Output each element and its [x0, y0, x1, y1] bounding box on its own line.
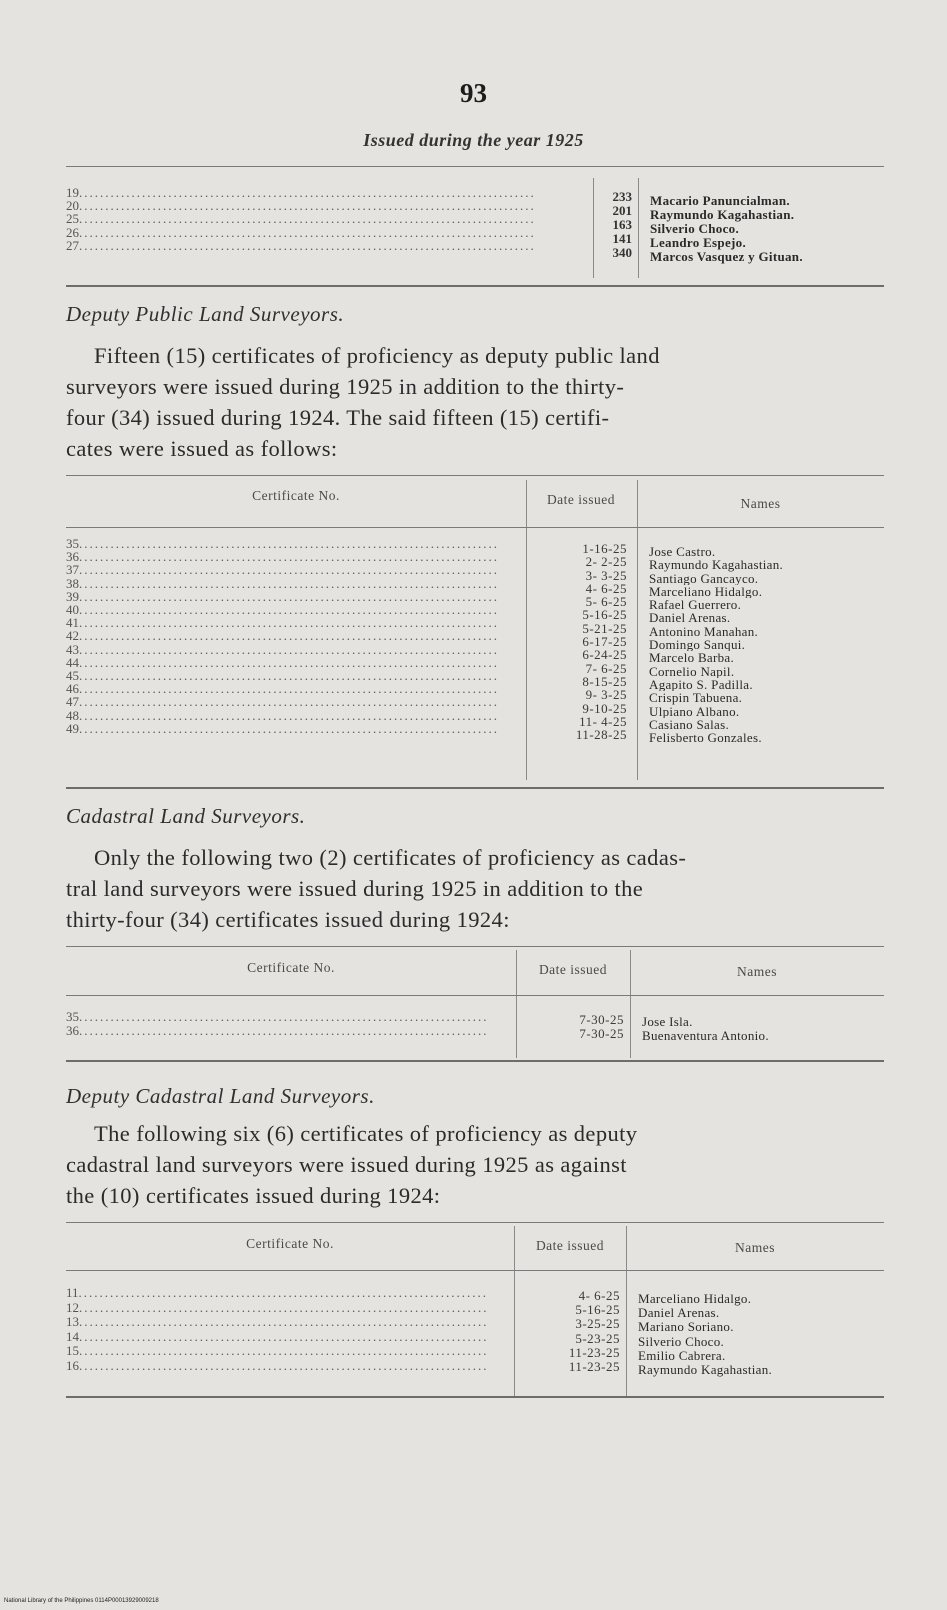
table1-divider-2 [638, 178, 639, 278]
header-names: Names [740, 496, 781, 511]
section-heading-cadastral: Cadastral Land Surveyors. [66, 804, 306, 828]
table-row: 12.............................................................................. [66, 1300, 489, 1315]
table-row: 19....................................................................................... [66, 186, 536, 200]
table-row: 36................................................................................ [66, 550, 499, 564]
table-header-rule [66, 995, 884, 996]
table-row: 26....................................................................................... [66, 225, 536, 239]
table-bottom-rule [66, 285, 884, 287]
section-paragraph-deputy-cadastral: The following six (6) certificates of proficiency as deputy cadastral land surveyors were issued during 1925 as against the (10) certificates issued during 1924: [66, 1121, 638, 1208]
section3-cert-column [66, 1286, 508, 1374]
table1-number-column: 233 201 163 141 340 [612, 190, 632, 260]
table-row: 11.............................................................................. [66, 1286, 489, 1300]
table-bottom-rule [66, 787, 884, 789]
table-top-rule [66, 166, 884, 167]
header-names: Names [735, 1240, 775, 1255]
section-heading-deputy-cadastral: Deputy Cadastral Land Surveyors. [66, 1084, 375, 1108]
table-row: 40................................................................................ [66, 603, 499, 617]
table-row: 47................................................................................ [66, 695, 499, 709]
header-date-issued: Date issued [546, 492, 616, 507]
library-footer: National Library of the Philippines 0114P00013929009218 [4, 1598, 159, 1604]
table-row: 35................................................................................ [66, 537, 499, 551]
header-certificate-no: Certificate No. [247, 960, 335, 975]
table-row: 20....................................................................................... [66, 199, 536, 213]
table-row: 25....................................................................................... [66, 212, 536, 226]
page-number: 93 [460, 78, 487, 108]
section-paragraph-cadastral: Only the following two (2) certificates of proficiency as cadas- tral land surveyors were issued during 1925 in addition to the thirty-four (34) certificates issued during 1924: [66, 845, 687, 932]
table-row: 42................................................................................ [66, 629, 499, 643]
table1-cert-column [66, 186, 561, 252]
table-row: 48................................................................................ [66, 708, 499, 722]
section1-cert-column [66, 537, 518, 735]
table-header-rule [66, 527, 884, 528]
table-bottom-rule [66, 1060, 884, 1062]
table-row: 16.............................................................................. [66, 1358, 489, 1373]
section3-name-column: Marceliano Hidalgo. Daniel Arenas. Mariano Soriano. Silverio Choco. Emilio Cabrera. Raymundo Kagahastian. [638, 1292, 773, 1378]
table-row: 15.............................................................................. [66, 1344, 489, 1359]
header-names: Names [737, 964, 777, 979]
table-bottom-rule [66, 1396, 884, 1398]
table-row: 41................................................................................ [66, 616, 499, 630]
table-divider [626, 1226, 627, 1398]
section1-name-column: Jose Castro. Raymundo Kagahastian. Santiago Gancayco. Marceliano Hidalgo. Rafael Guerrero. Daniel Arenas. Antonino Manahan. Domingo Sanqui. Marcelo Barba. Cornelio Napil. Agapito S. Padilla. Crispin Tabuena. Ulpiano Albano. Casiano Salas. Felisberto Gonzales. [649, 545, 784, 745]
table-top-rule [66, 946, 884, 947]
table-row: 37................................................................................ [66, 563, 499, 577]
table-divider [526, 480, 527, 780]
header-certificate-no: Certificate No. [246, 1236, 334, 1251]
table-row: 49................................................................................ [66, 721, 499, 736]
section3-date-column: 4- 6-25 5-16-25 3-25-25 5-23-25 11-23-25 11-23-25 [568, 1289, 620, 1375]
section2-name-column: Jose Isla. Buenaventura Antonio. [642, 1015, 769, 1043]
section-paragraph-deputy-public: Fifteen (15) certificates of proficiency as deputy public land surveyors were issued during 1925 in addition to the thirty- four (34) issued during 1924. The said fifteen (15) certifi- cates were issued as follows: [66, 343, 660, 461]
table-row: 39................................................................................ [66, 589, 499, 604]
table-row: 44................................................................................ [66, 655, 499, 670]
table1-divider-1 [593, 178, 594, 278]
table-row: 45................................................................................ [66, 669, 499, 683]
header-date-issued: Date issued [535, 1238, 605, 1253]
table-top-rule [66, 475, 884, 476]
table-row: 14.............................................................................. [66, 1329, 489, 1344]
table-divider [637, 480, 638, 780]
page-subtitle: Issued during the year 1925 [363, 130, 584, 150]
table-header-rule [66, 1270, 884, 1271]
section2-date-column: 7-30-25 7-30-25 [579, 1013, 624, 1041]
table-row: 13.............................................................................. [66, 1315, 489, 1330]
table-row: 43................................................................................ [66, 642, 499, 656]
header-certificate-no: Certificate No. [252, 488, 340, 503]
table-row: 38................................................................................ [66, 576, 499, 590]
table-row: 35.............................................................................. [66, 1010, 489, 1024]
section1-date-column: 1-16-25 2- 2-25 3- 3-25 4- 6-25 5- 6-25 5-16-25 5-21-25 6-17-25 6-24-25 7- 6-25 8-15-25 9- 3-25 9-10-25 11- 4-25 11-28-25 [575, 542, 627, 742]
table-divider [516, 950, 517, 1058]
section2-cert-column [66, 1010, 510, 1038]
table1-name-column: Macario Panuncialman. Raymundo Kagahastian. Silverio Choco. Leandro Espejo. Marcos Vasquez y Gituan. [650, 194, 803, 264]
table-row: 27....................................................................................... [66, 238, 536, 253]
table-top-rule [66, 1222, 884, 1223]
header-date-issued: Date issued [538, 962, 608, 977]
table-row: 36.............................................................................. [66, 1024, 489, 1038]
table-divider [630, 950, 631, 1058]
table-divider [514, 1226, 515, 1398]
section-heading-deputy-public: Deputy Public Land Surveyors. [66, 302, 345, 326]
table-row: 46................................................................................ [66, 682, 499, 696]
